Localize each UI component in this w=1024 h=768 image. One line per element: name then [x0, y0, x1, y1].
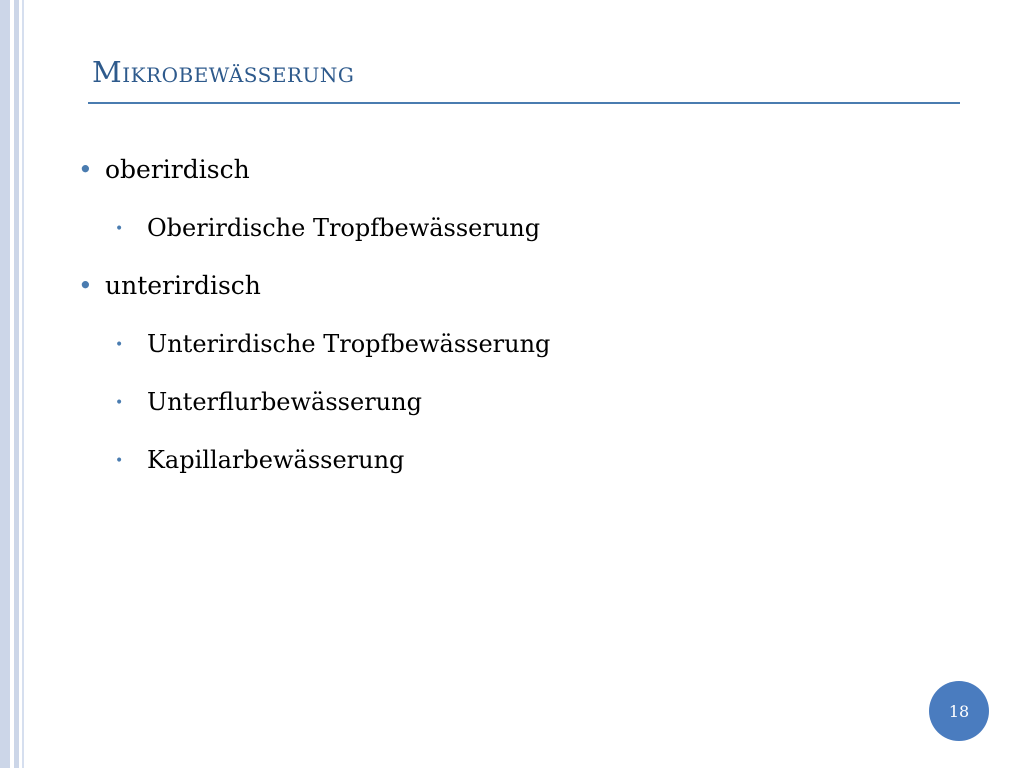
- bullet-text: Unterirdische Tropfbewässerung: [147, 330, 551, 358]
- bullet-icon: •: [115, 395, 124, 411]
- bullet-item: [78, 266, 938, 324]
- page-number-badge: [929, 681, 989, 741]
- left-decor-stripe: [0, 0, 10, 768]
- bullet-text: oberirdisch: [105, 155, 250, 184]
- left-decor-stripe-thin: [14, 0, 19, 768]
- bullet-text: Oberirdische Tropfbewässerung: [147, 214, 541, 242]
- bullet-item: [78, 150, 938, 208]
- bullet-icon: •: [78, 155, 93, 184]
- bullet-icon: •: [115, 221, 124, 237]
- bullet-text: unterirdisch: [105, 271, 261, 300]
- sub-bullet-item: [78, 208, 938, 266]
- bullet-icon: •: [78, 271, 93, 300]
- title-underline: [88, 102, 960, 104]
- bullet-text: Kapillarbewässerung: [147, 446, 405, 474]
- sub-bullet-item: [78, 440, 938, 498]
- left-decor-line: [22, 0, 24, 768]
- bullet-text: Unterflurbewässerung: [147, 388, 422, 416]
- bullet-list: [78, 150, 938, 498]
- page-number: 18: [948, 701, 970, 721]
- bullet-icon: •: [115, 453, 124, 469]
- bullet-icon: •: [115, 337, 124, 353]
- slide-title: Mikrobewässerung: [92, 55, 355, 89]
- sub-bullet-item: [78, 382, 938, 440]
- sub-bullet-item: [78, 324, 938, 382]
